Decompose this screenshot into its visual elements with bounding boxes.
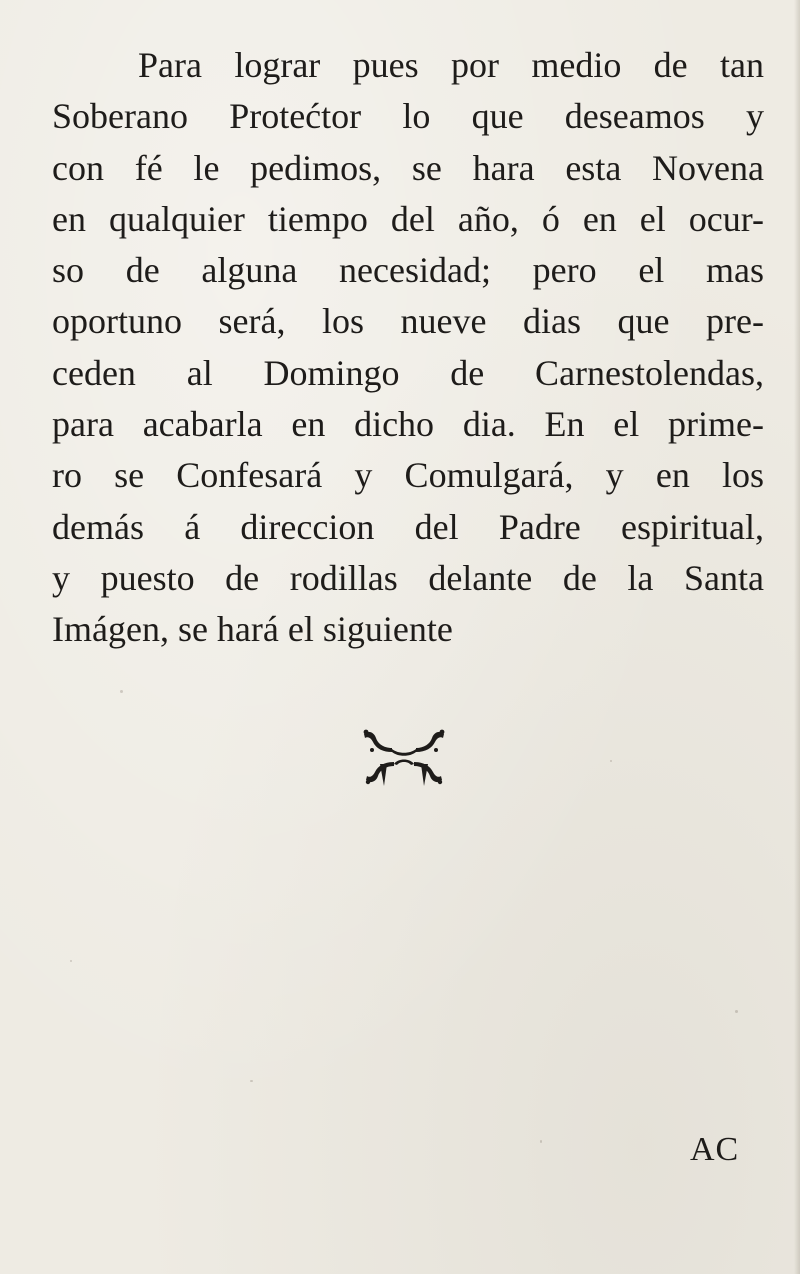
catchword: AC <box>690 1131 740 1168</box>
text-line: para acabarla en dicho dia. En el prime- <box>52 404 764 445</box>
text-line: so de alguna necesidad; pero el mas <box>52 250 764 291</box>
paper-speck <box>735 1010 738 1013</box>
text-line: con fé le pedimos, se hara esta Novena <box>52 147 764 188</box>
printers-ornament-icon <box>358 728 450 786</box>
paper-speck <box>120 690 123 693</box>
text-line: Imágen, se hará el siguiente <box>52 609 453 650</box>
text-line: ro se Confesará y Comulgará, y en los <box>52 455 764 496</box>
text-line: Para lograr pues por medio de tan <box>138 45 764 85</box>
paper-speck <box>250 1080 253 1082</box>
text-line: ceden al Domingo de Carnestolendas, <box>52 352 764 393</box>
text-line: en qualquier tiempo del año, ó en el ocur- <box>52 198 764 239</box>
text-line: demás á direccion del Padre espiritual, <box>52 506 764 547</box>
paper-speck <box>70 960 72 962</box>
text-line: y puesto de rodillas delante de la Santa <box>52 557 764 598</box>
page-edge-shadow <box>794 0 800 1274</box>
paper-speck <box>610 760 612 762</box>
text-line: Soberano Protećtor lo que deseamos y <box>52 96 764 137</box>
body-text <box>52 40 764 656</box>
text-line: oportuno será, los nueve dias que pre- <box>52 301 764 342</box>
paper-speck <box>540 1140 542 1143</box>
